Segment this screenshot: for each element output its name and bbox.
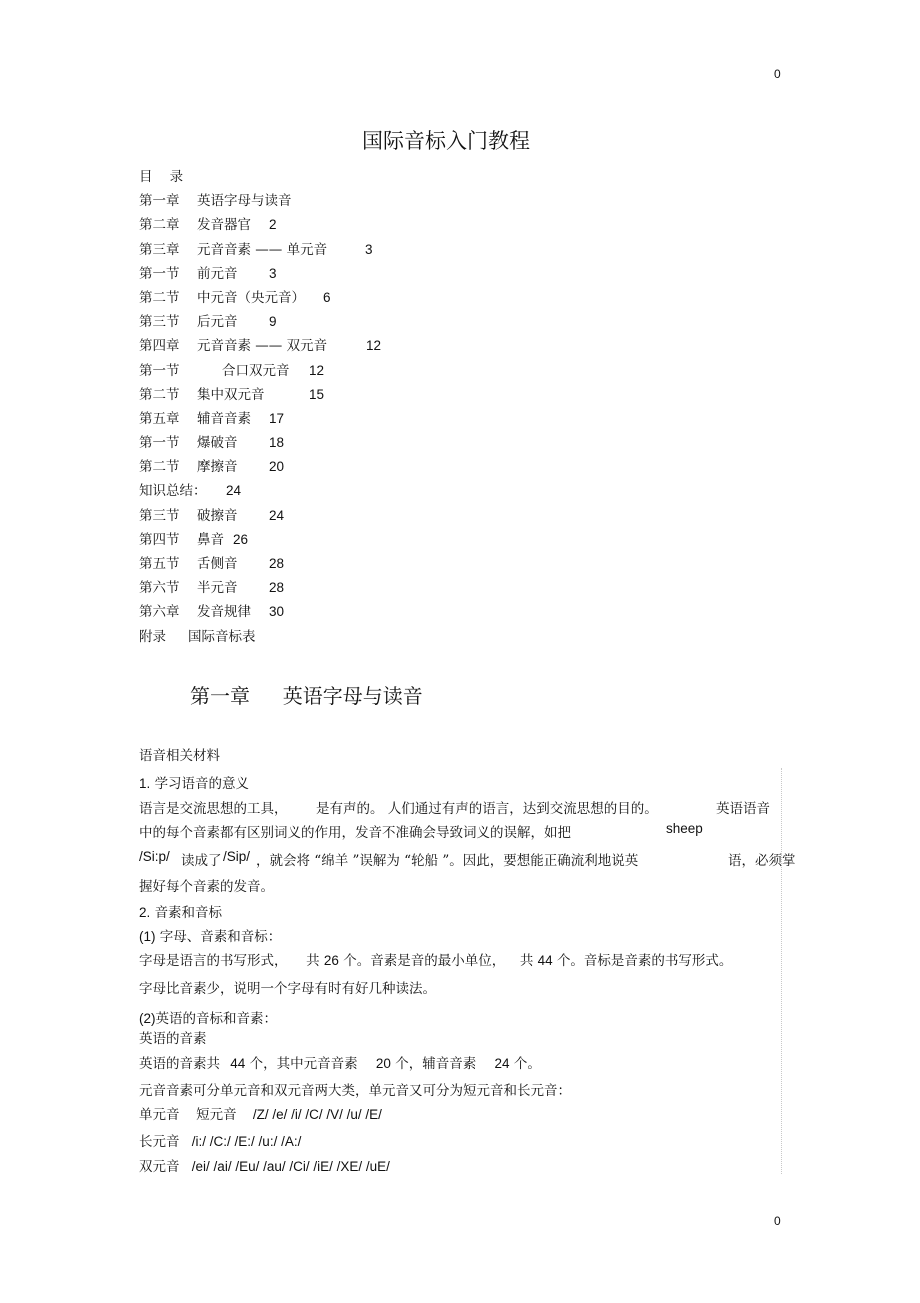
toc-text: 元音音素 —— 单元音 <box>197 241 328 258</box>
toc-page: 18 <box>269 435 285 451</box>
subsection-heading-1: 1. 学习语音的意义 <box>139 776 250 792</box>
row-sublabel: 短元音 <box>196 1107 237 1123</box>
toc-text: 摩擦音 <box>197 459 238 476</box>
toc-page: 6 <box>323 289 331 305</box>
paragraph-line: 语，必须掌 <box>728 853 796 869</box>
toc-text: 中元音（央元音） <box>197 289 305 306</box>
toc-page: 2 <box>269 217 277 233</box>
phonetic-symbols: /i:/ /C:/ /E:/ /u:/ /A:/ <box>191 1134 302 1149</box>
paragraph-line: 中的每个音素都有区别词义的作用，发音不准确会导致词义的误解，如把 <box>139 825 571 841</box>
toc-text: 集中双元音 <box>197 386 265 403</box>
toc-text: 舌侧音 <box>197 556 238 572</box>
toc-text: 前元音 <box>197 265 238 282</box>
toc-page: 30 <box>269 604 285 620</box>
page-number-bottom: 0 <box>774 1214 781 1228</box>
toc-text: 爆破音 <box>197 435 238 452</box>
toc-label: 第三章 <box>139 241 180 258</box>
toc-text: 破擦音 <box>197 507 238 524</box>
toc-page: 3 <box>269 265 277 281</box>
row-label: 双元音 <box>139 1159 180 1175</box>
toc-text: 英语字母与读音 <box>197 193 292 210</box>
toc-label: 附录 <box>139 628 166 645</box>
toc-text: 鼻音 <box>197 531 224 548</box>
toc-label: 第二节 <box>139 386 180 403</box>
toc-label: 第六节 <box>139 580 180 597</box>
toc-text: 后元音 <box>197 314 238 331</box>
row-label: 单元音 <box>139 1107 180 1123</box>
toc-page: 12 <box>309 362 325 378</box>
toc-text: 合口双元音 <box>222 362 290 379</box>
phonetic-symbol: /Si:p/ <box>139 849 170 864</box>
toc-text: 元音音素 —— 双元音 <box>197 338 328 355</box>
toc-label: 第四章 <box>139 338 180 355</box>
long-vowel-row <box>139 1130 301 1150</box>
paragraph-line: 字母比音素少，说明一个字母有时有好几种读法。 <box>139 981 436 997</box>
toc-page: 24 <box>269 507 285 523</box>
phonetic-symbol: /Sip/ <box>223 849 251 864</box>
toc-label: 第五节 <box>139 556 180 572</box>
paragraph-line: ，就会将 “绵羊 ”误解为 “轮船 ”。因此，要想能正确流利地说英 <box>256 853 639 869</box>
diphthong-row <box>139 1155 390 1175</box>
toc-page: 28 <box>269 556 285 571</box>
paragraph-line: 英语的音素共 44 个，其中元音音素 20 个，辅音音素 24 个。 <box>139 1056 541 1072</box>
toc-text: 发音器官 <box>197 217 251 234</box>
toc-page: 15 <box>309 386 325 402</box>
toc-label: 第六章 <box>139 604 180 621</box>
phonetic-symbols: /Z/ /e/ /i/ /C/ /V/ /u/ /E/ <box>252 1107 382 1122</box>
page-title: 国际音标入门教程 <box>362 129 530 153</box>
paragraph-line: 英语的音素 <box>139 1031 207 1047</box>
toc-page: 26 <box>233 531 249 547</box>
toc-label: 知识总结： <box>139 483 207 500</box>
toc-page: 28 <box>269 580 285 596</box>
subsection-heading-2: 2. 音素和音标 <box>139 905 223 921</box>
toc-label: 第二节 <box>139 289 180 306</box>
toc-page: 17 <box>269 410 285 426</box>
example-word: sheep <box>666 821 703 836</box>
toc-page: 3 <box>365 241 373 257</box>
toc-label: 第一章 <box>139 193 180 210</box>
toc-label: 第三节 <box>139 314 180 331</box>
margin-divider <box>781 768 782 1174</box>
section-heading: 语音相关材料 <box>139 748 220 764</box>
toc-label: 第一节 <box>139 435 180 452</box>
paragraph-line: 读成了 <box>181 853 222 869</box>
chapter-title: 英语字母与读音 <box>282 684 423 708</box>
paragraph-line: 字母是语言的书写形式， 共 26 个。音素是音的最小单位， 共 44 个。音标是音素的书写形式。 <box>139 953 733 969</box>
toc-page: 12 <box>366 338 382 354</box>
toc-page: 24 <box>226 483 242 499</box>
toc-page: 20 <box>269 459 285 475</box>
paragraph-line: 元音音素可分单元音和双元音两大类，单元音又可分为短元音和长元音： <box>139 1083 571 1099</box>
toc-label: 第一节 <box>139 362 180 379</box>
paragraph-line: 是有声的。 人们通过有声的语言，达到交流思想的目的。 <box>316 801 658 817</box>
chapter-heading <box>190 680 423 709</box>
row-label: 长元音 <box>139 1134 180 1150</box>
toc-label: 第三节 <box>139 507 180 524</box>
short-vowel-row <box>139 1103 382 1123</box>
toc-label: 第二节 <box>139 459 180 476</box>
page-number-top: 0 <box>774 67 781 81</box>
toc-label: 第五章 <box>139 410 180 427</box>
toc-text: 发音规律 <box>197 604 251 621</box>
toc-text: 半元音 <box>197 580 238 597</box>
phonetic-symbols: /ei/ /ai/ /Eu/ /au/ /Ci/ /iE/ /XE/ /uE/ <box>191 1159 390 1174</box>
toc-label: 第四节 <box>139 531 180 548</box>
sub-subsection-heading: (1) 字母、音素和音标： <box>139 929 282 945</box>
toc-text: 辅音音素 <box>197 410 251 427</box>
toc-label: 第一节 <box>139 265 180 282</box>
chapter-label: 第一章 <box>190 684 250 708</box>
paragraph-line: 语言是交流思想的工具， <box>139 801 288 817</box>
toc-label: 第二章 <box>139 217 180 234</box>
toc-text: 国际音标表 <box>188 628 256 645</box>
sub-subsection-heading: (2)英语的音标和音素： <box>139 1011 277 1027</box>
paragraph-line: 握好每个音素的发音。 <box>139 879 274 895</box>
toc-page: 9 <box>269 314 277 330</box>
paragraph-line: 英语语音 <box>716 801 770 817</box>
